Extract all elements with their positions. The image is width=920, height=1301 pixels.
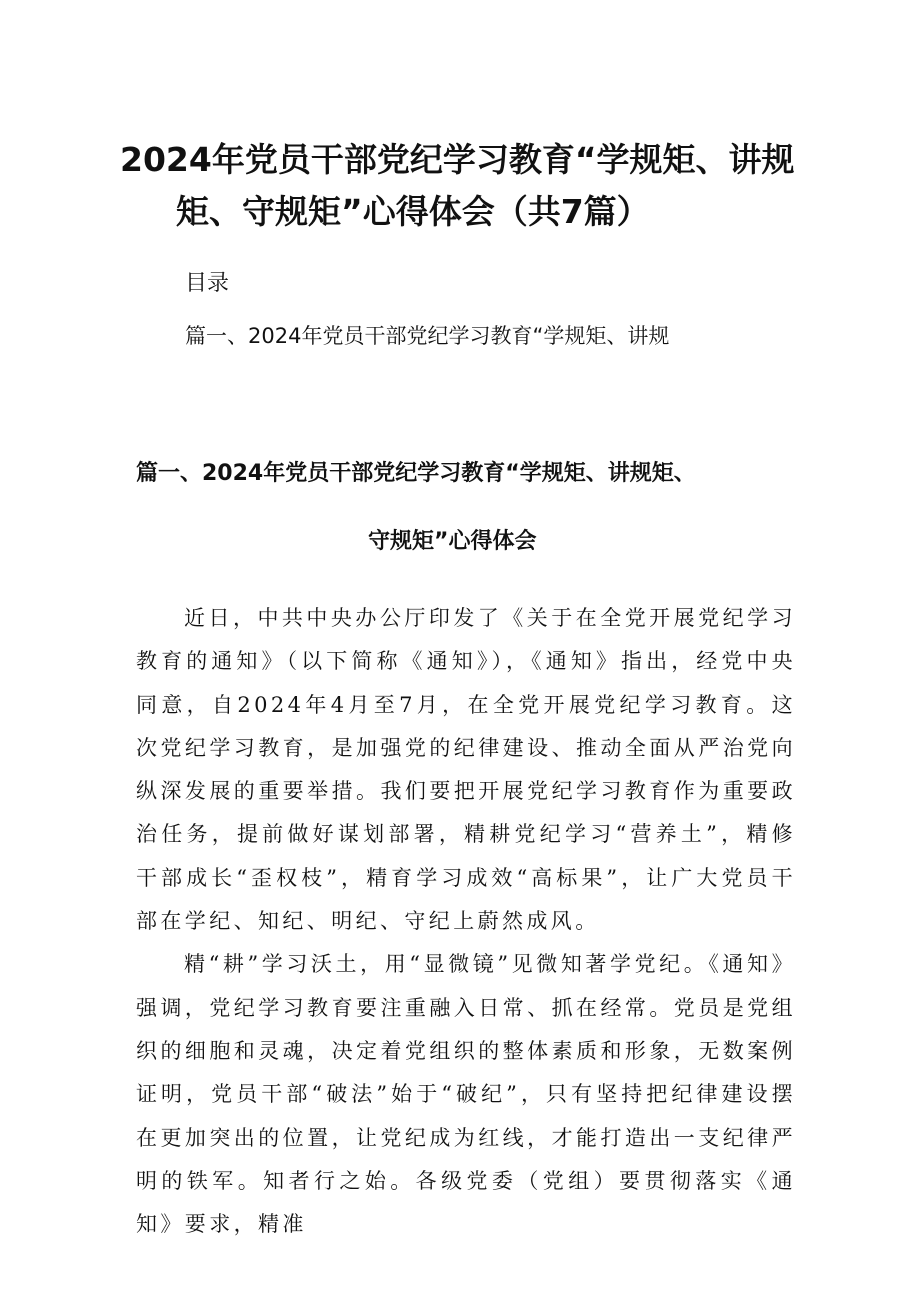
body-paragraph: 精“耕”学习沃土，用“显微镜”见微知著学党纪。《通知》强调，党纪学习教育要注重融入日常、抓在经常。党员是党组织的细胞和灵魂，决定着党组织的整体素质和形象，无数案例证明，党员干部“破法”始于“破纪”，只有坚持把纪律建设摆在更加突出的位置，让党纪成为红线，才能打造出一支纪律严明的铁军。知者行之始。各级党委（党组）要贯彻落实《通知》要求，精准 bbox=[136, 952, 796, 1237]
section-heading-line-2: 守规矩”心得体会 bbox=[368, 529, 537, 554]
section-heading-line-1: 篇一、2024年党员干部党纪学习教育“学规矩、讲规矩、 bbox=[136, 461, 696, 486]
document-title-line-1: 2024年党员干部党纪学习教育“学规矩、讲规 bbox=[120, 140, 795, 179]
section-heading bbox=[136, 440, 796, 576]
body-paragraph: 近日，中共中央办公厅印发了《关于在全党开展党纪学习教育的通知》（以下简称《通知》），《通知》指出，经党中央同意，自2024年4月至7月，在全党开展党纪学习教育。这次党纪学习教育，是加强党的纪律建设、推动全面从严治党向纵深发展的重要举措。我们要把开展党纪学习教育作为重要政治任务，提前做好谋划部署，精耕党纪学习“营养土”，精修干部成长“歪权枝”，精育学习成效“高标果”，让广大党员干部在学纪、知纪、明纪、守纪上蔚然成风。 bbox=[136, 606, 796, 934]
document-title-line-2: 矩、守规矩”心得体会（共7篇） bbox=[176, 192, 650, 231]
document-title bbox=[120, 134, 800, 238]
body-text bbox=[136, 597, 796, 1246]
toc-item[interactable]: 篇一、2024年党员干部党纪学习教育“学规矩、讲规 bbox=[185, 324, 670, 348]
toc-label: 目录 bbox=[185, 271, 230, 296]
